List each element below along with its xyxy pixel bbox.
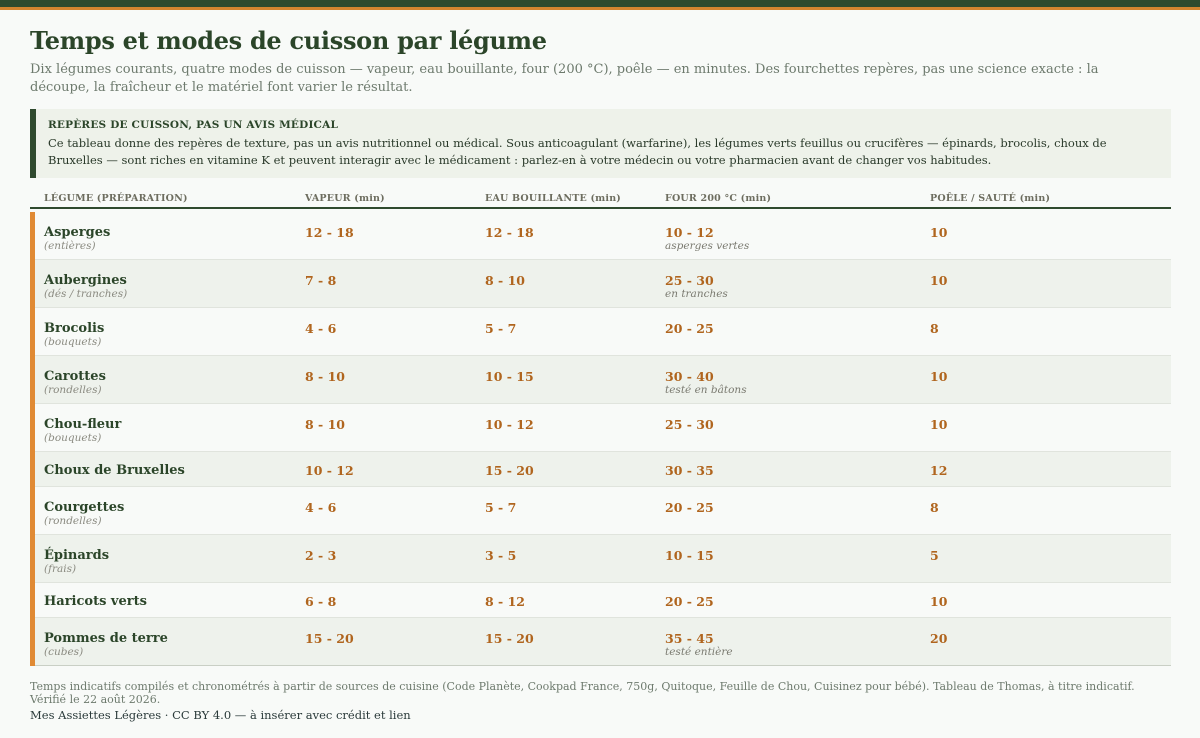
oven-time: 25 - 30 xyxy=(665,417,714,432)
pan-time: 12 xyxy=(930,463,948,478)
oven-note: en tranches xyxy=(665,288,728,300)
pan-time: 10 xyxy=(930,225,948,240)
vegetable-name: Asperges xyxy=(44,225,111,240)
pan-time: 10 xyxy=(930,273,948,288)
table-row xyxy=(35,260,1171,308)
boil-time: 10 - 15 xyxy=(485,369,534,384)
steam-time: 7 - 8 xyxy=(305,273,337,288)
oven-time: 20 - 25 xyxy=(665,321,714,336)
steam-time: 8 - 10 xyxy=(305,369,345,384)
steam-time: 12 - 18 xyxy=(305,225,354,240)
steam-time: 4 - 6 xyxy=(305,321,337,336)
credit-line: Mes Assiettes Légères · CC BY 4.0 — à insérer avec crédit et lien xyxy=(30,708,411,722)
pan-time: 5 xyxy=(930,548,939,563)
steam-time: 6 - 8 xyxy=(305,594,337,609)
vegetable-name: Courgettes xyxy=(44,500,125,515)
vegetable-prep: (entières) xyxy=(44,240,96,252)
vegetable-prep: (frais) xyxy=(44,563,77,575)
oven-time: 10 - 12 xyxy=(665,225,714,240)
table-row xyxy=(35,583,1171,618)
table-row xyxy=(35,535,1171,583)
steam-time: 8 - 10 xyxy=(305,417,345,432)
oven-time: 20 - 25 xyxy=(665,594,714,609)
oven-time: 25 - 30 xyxy=(665,273,714,288)
vegetable-name: Choux de Bruxelles xyxy=(44,463,185,478)
page-subtitle: Dix légumes courants, quatre modes de cuisson — vapeur, eau bouillante, four (200 °C), poêle — en minutes. Des fourchettes repères, pas une science exacte : la découpe, la fraîcheur et le matériel font varier le résultat. xyxy=(30,62,1099,95)
steam-time: 4 - 6 xyxy=(305,500,337,515)
pan-time: 10 xyxy=(930,594,948,609)
steam-time: 2 - 3 xyxy=(305,548,337,563)
sources-note: Temps indicatifs compilés et chronométrés à partir de sources de cuisine (Code Planète, Cookpad France, 750g, Quitoque, Feuille de Chou, Cuisinez pour bébé). Tableau de Thomas, à titre indicatif. Vérifié le 22 août 2026. xyxy=(30,680,1135,706)
vegetable-name: Pommes de terre xyxy=(44,631,168,646)
pan-time: 8 xyxy=(930,321,939,336)
vegetable-prep: (rondelles) xyxy=(44,515,102,527)
oven-note: asperges vertes xyxy=(665,240,750,252)
steam-time: 10 - 12 xyxy=(305,463,354,478)
boil-time: 5 - 7 xyxy=(485,321,517,336)
oven-time: 20 - 25 xyxy=(665,500,714,515)
boil-time: 5 - 7 xyxy=(485,500,517,515)
vegetable-prep: (bouquets) xyxy=(44,432,102,444)
oven-time: 35 - 45 xyxy=(665,631,714,646)
pan-time: 10 xyxy=(930,417,948,432)
vegetable-prep: (cubes) xyxy=(44,646,84,658)
pan-time: 8 xyxy=(930,500,939,515)
oven-note: testé en bâtons xyxy=(665,384,747,396)
boil-time: 12 - 18 xyxy=(485,225,534,240)
vegetable-name: Haricots verts xyxy=(44,594,147,609)
steam-time: 15 - 20 xyxy=(305,631,354,646)
table-row xyxy=(35,487,1171,535)
table-row xyxy=(35,308,1171,356)
boil-time: 10 - 12 xyxy=(485,417,534,432)
vegetable-name: Carottes xyxy=(44,369,106,384)
boil-time: 8 - 10 xyxy=(485,273,525,288)
oven-time: 30 - 40 xyxy=(665,369,714,384)
boil-time: 15 - 20 xyxy=(485,463,534,478)
top-accent-stripe xyxy=(0,7,1200,10)
notice-text: Ce tableau donne des repères de texture, pas un avis nutritionnel ou médical. Sous anticoagulant (warfarine), les légumes verts feuillus ou crucifères — épinards, brocolis, choux de Bruxelles — sont riches en vitamine K et peuvent interagir avec le médicament : parlez-en à votre médecin ou votre pharmacien avant de changer vos habitudes. xyxy=(48,136,1107,167)
boil-time: 8 - 12 xyxy=(485,594,525,609)
vegetable-name: Épinards xyxy=(44,548,110,563)
medical-notice xyxy=(30,109,1171,178)
vegetable-prep: (dés / tranches) xyxy=(44,288,128,300)
vegetable-name: Brocolis xyxy=(44,321,105,336)
table-header xyxy=(30,189,1171,209)
vegetable-name: Chou-fleur xyxy=(44,417,122,432)
cooking-table xyxy=(30,212,1171,666)
table-row xyxy=(35,356,1171,404)
header-steam: VAPEUR (min) xyxy=(305,193,385,204)
page-title: Temps et modes de cuisson par légume xyxy=(30,26,547,55)
header-pan: POÊLE / SAUTÉ (min) xyxy=(930,193,1051,204)
table-row xyxy=(35,618,1171,666)
oven-note: testé entière xyxy=(665,646,733,658)
vegetable-prep: (bouquets) xyxy=(44,336,102,348)
boil-time: 3 - 5 xyxy=(485,548,517,563)
header-boil: EAU BOUILLANTE (min) xyxy=(485,193,622,204)
top-accent-bar xyxy=(0,0,1200,7)
table-row xyxy=(35,452,1171,487)
oven-time: 30 - 35 xyxy=(665,463,714,478)
table-row xyxy=(35,404,1171,452)
oven-time: 10 - 15 xyxy=(665,548,714,563)
pan-time: 10 xyxy=(930,369,948,384)
boil-time: 15 - 20 xyxy=(485,631,534,646)
header-oven: FOUR 200 °C (min) xyxy=(665,193,772,204)
vegetable-prep: (rondelles) xyxy=(44,384,102,396)
table-row xyxy=(35,212,1171,260)
notice-title: REPÈRES DE CUISSON, PAS UN AVIS MÉDICAL xyxy=(48,119,339,131)
pan-time: 20 xyxy=(930,631,948,646)
vegetable-name: Aubergines xyxy=(44,273,127,288)
header-vegetable: LÉGUME (PRÉPARATION) xyxy=(44,193,188,204)
